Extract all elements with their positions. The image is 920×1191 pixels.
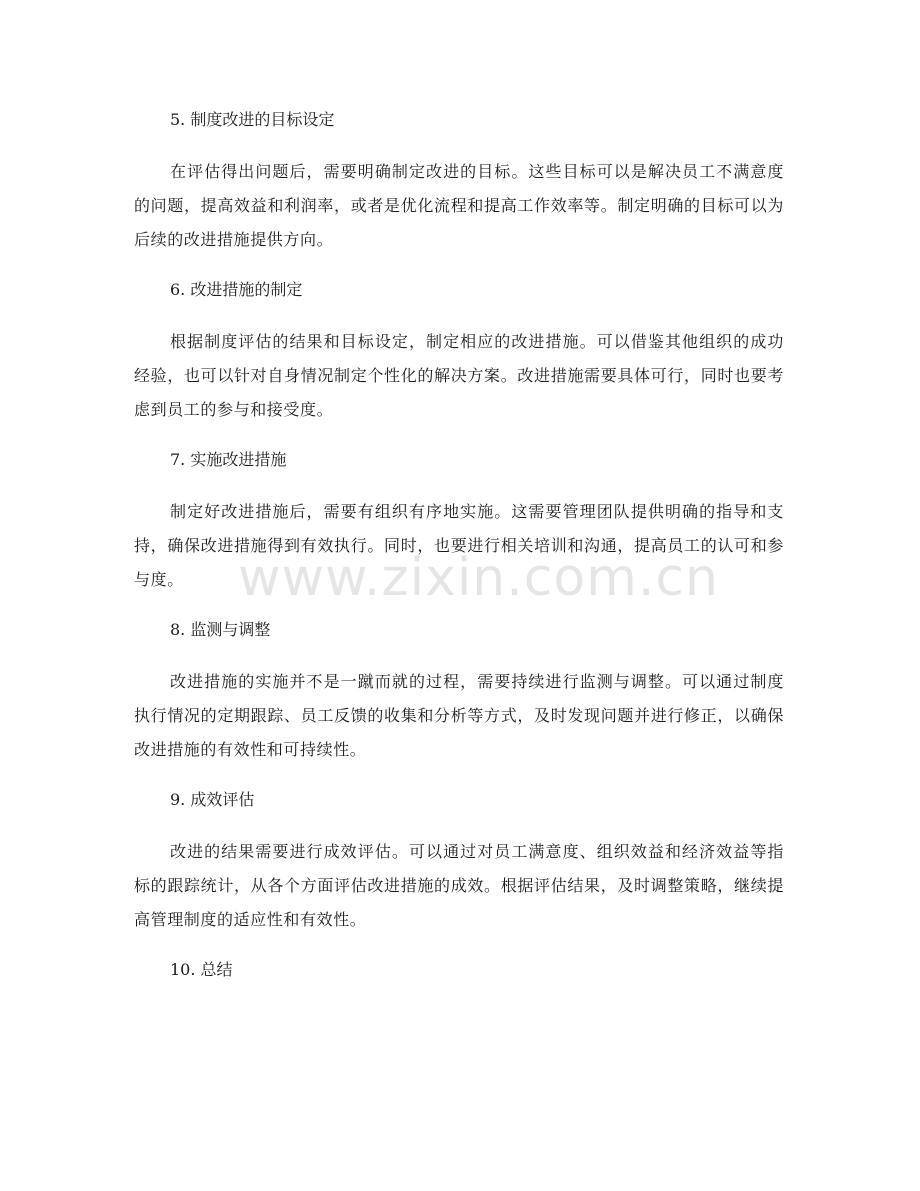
section-9 — [134, 784, 784, 954]
section-5 — [134, 104, 784, 274]
section-heading: 10. 总结 — [170, 960, 233, 979]
section-paragraph: 根据制度评估的结果和目标设定，制定相应的改进措施。可以借鉴其他组织的成功经验，也可以针对自身情况制定个性化的解决方案。改进措施需要具体可行，同时也要考虑到员工的参与和接受度。 — [134, 332, 784, 419]
section-paragraph: 在评估得出问题后，需要明确制定改进的目标。这些目标可以是解决员工不满意度的问题，提高效益和利润率，或者是优化流程和提高工作效率等。制定明确的目标可以为后续的改进措施提供方向。 — [134, 162, 784, 249]
section-10 — [134, 954, 784, 986]
section-6 — [134, 274, 784, 444]
section-heading: 5. 制度改进的目标设定 — [170, 110, 335, 129]
section-heading: 7. 实施改进措施 — [170, 450, 287, 469]
section-paragraph: 改进的结果需要进行成效评估。可以通过对员工满意度、组织效益和经济效益等指标的跟踪统计，从各个方面评估改进措施的成效。根据评估结果，及时调整策略，继续提高管理制度的适应性和有效性。 — [134, 842, 784, 929]
document-content — [134, 104, 784, 986]
section-paragraph: 改进措施的实施并不是一蹴而就的过程，需要持续进行监测与调整。可以通过制度执行情况的定期跟踪、员工反馈的收集和分析等方式，及时发现问题并进行修正，以确保改进措施的有效性和可持续性。 — [134, 672, 784, 759]
section-7 — [134, 444, 784, 614]
watermark: www.zixin.com.cn — [238, 548, 719, 608]
section-heading: 9. 成效评估 — [170, 790, 255, 809]
section-heading: 8. 监测与调整 — [170, 620, 271, 639]
section-8 — [134, 614, 784, 784]
section-heading: 6. 改进措施的制定 — [170, 280, 303, 299]
section-paragraph: 制定好改进措施后，需要有组织有序地实施。这需要管理团队提供明确的指导和支持，确保改进措施得到有效执行。同时，也要进行相关培训和沟通，提高员工的认可和参与度。 — [134, 502, 784, 589]
